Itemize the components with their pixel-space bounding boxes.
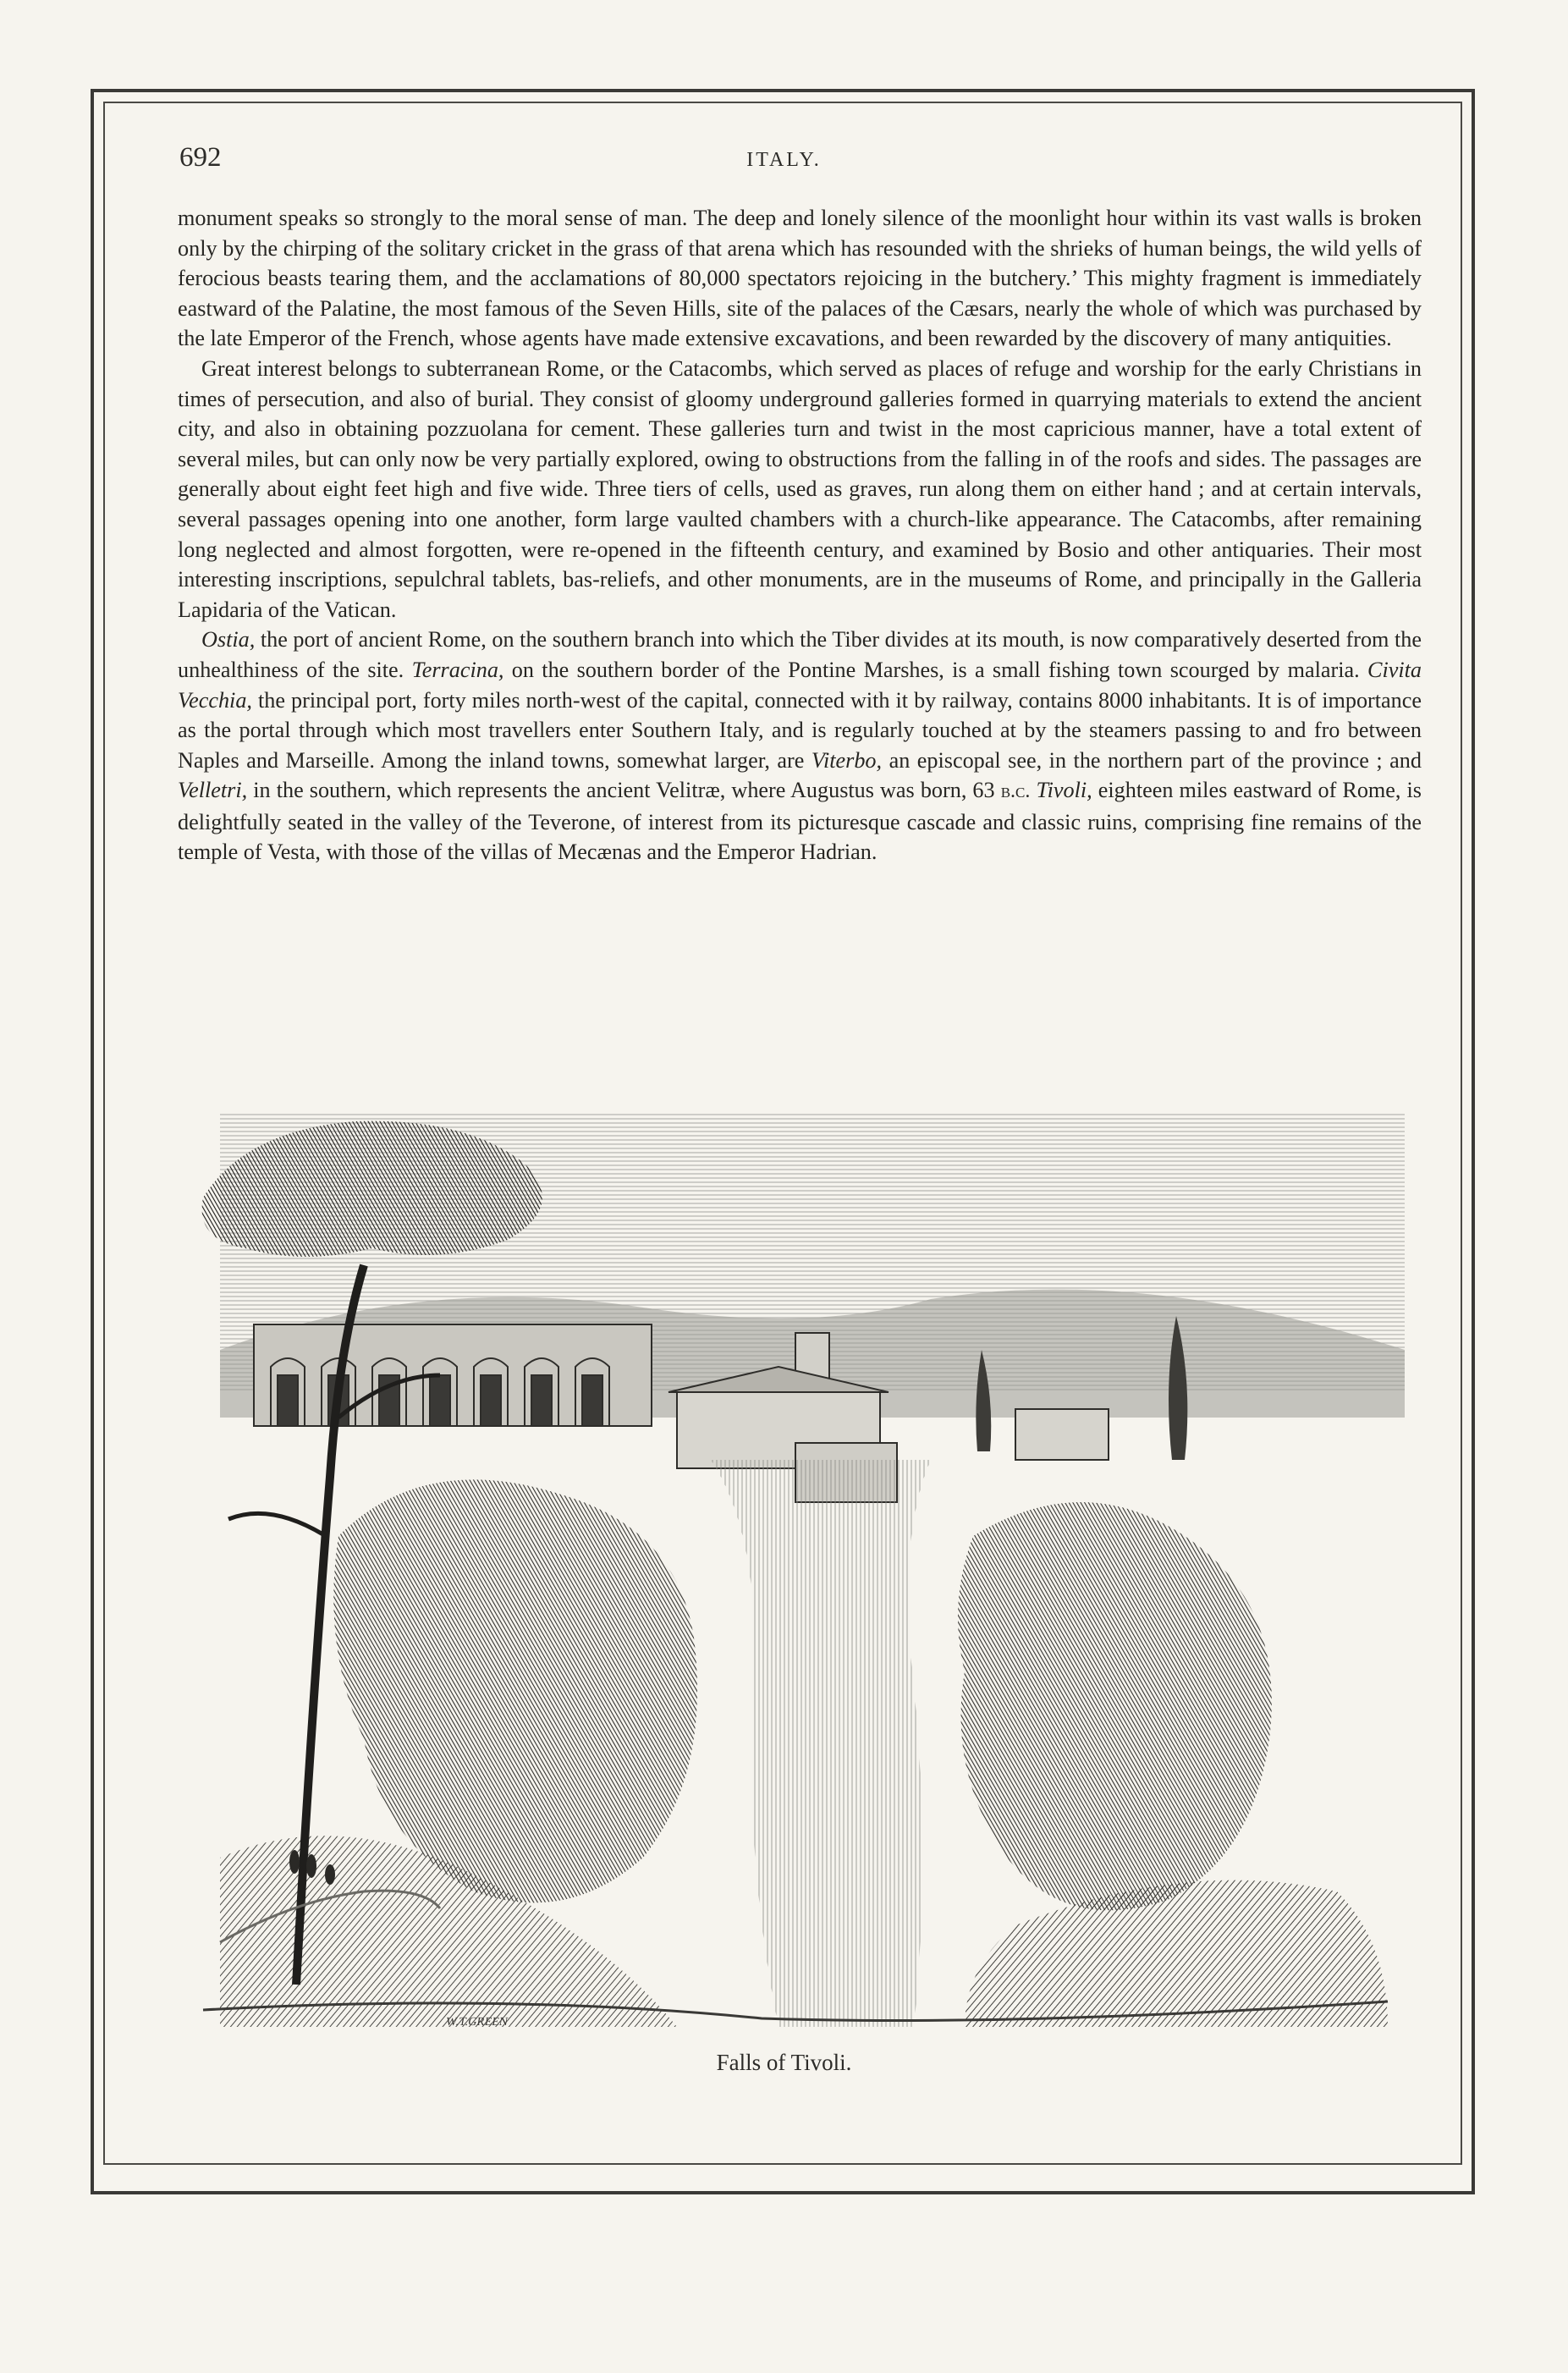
place-civita-vecchia: Civita Vecchia, xyxy=(178,657,1422,713)
paragraph-3 xyxy=(178,625,1422,867)
engraving-illustration xyxy=(169,1096,1413,2048)
place-ostia: Ostia, xyxy=(201,627,256,652)
engraver-signature: W.T.GREEN xyxy=(444,2015,509,2029)
place-terracina: Terracina, xyxy=(411,657,504,682)
body-text xyxy=(178,203,1422,867)
running-title: ITALY. xyxy=(746,149,822,171)
engraving-falls-of-tivoli xyxy=(169,1096,1413,2048)
foliage-right xyxy=(958,1502,1272,1910)
page-number: 692 xyxy=(179,142,222,173)
era-abbrev: b.c. xyxy=(1000,780,1031,803)
place-tivoli: Tivoli, xyxy=(1036,778,1092,803)
place-viterbo: Viterbo, xyxy=(811,747,883,773)
paragraph-2: Great interest belongs to subterranean Rome, or the Catacombs, which served as places of refuge and worship for the early Christians in times of persecution, and also of burial. They consist of gloomy underground galleries formed in quarrying materials to extend the ancient city, and also in obtaining pozzuolana for cement. These galleries turn and twist in the most capricious manner, have a total extent of several miles, but can only now be very partially explored, owing to obstructions from the falling in of the roofs and sides. The passages are generally about eight feet high and five wide. Three tiers of cells, used as graves, run along them on either hand ; and at certain intervals, several passages opening into one another, form large vaulted chambers with a church-like appearance. The Catacombs, after remaining long neglected and almost forgotten, were re-opened in the fifteenth century, and examined by Bosio and other antiquaries. Their most interesting inscriptions, sepulchral tablets, bas-reliefs, and other monuments, are in the museums of Rome, and principally in the Galleria Lapidaria of the Vatican. xyxy=(178,355,1422,622)
waterfall xyxy=(711,1460,931,2027)
text-run: on the southern border of the Pontine Marshes, is a small fishing town scourged by malaria. xyxy=(503,657,1367,682)
figure-caption: Falls of Tivoli. xyxy=(716,2050,852,2075)
text-run: the port of ancient Rome, on the southern branch into which the Tiber divides at its mouth, is now comparatively deserted from the unhealthiness of the site. xyxy=(178,627,1422,682)
foliage-left xyxy=(333,1479,697,1902)
place-velletri: Velletri, xyxy=(178,778,248,803)
ruined-arcade xyxy=(254,1324,652,1426)
text-run: eighteen miles eastward of Rome, is delightfully seated in the valley of the Teverone, of interest from its picturesque cascade and classic ruins, comprising fine remains of the temple of Vesta, with those of the villas of Mecænas and the Emperor Hadrian. xyxy=(178,778,1422,865)
text-run: the principal port, forty miles north-west of the capital, connected with it by railway, contains 8000 inhabitants. It is of importance as the portal through which most travellers enter Southern Italy, and is regularly touched at by the steamers passing to and fro between Naples and Marseille. Among the inland towns, somewhat larger, are xyxy=(178,687,1422,773)
paragraph-1: monument speaks so strongly to the moral sense of man. The deep and lonely silence of the moonlight hour within its vast walls is broken only by the chirping of the solitary cricket in the grass of that arena which has resounded with the shrieks of human beings, the wild yells of ferocious beasts tearing them, and the acclamations of 80,000 spectators rejoicing in the butchery.’ This mighty fragment is immediately eastward of the Palatine, the most famous of the Seven Hills, site of the palaces of the Cæsars, nearly the whole of which was purchased by the late Emperor of the French, whose agents have made extensive excavations, and been rewarded by the discovery of many antiquities. xyxy=(178,206,1422,351)
text-run: in the southern, which represents the ancient Velitræ, where Augustus was born, 63 xyxy=(247,778,1001,803)
text-run: an episcopal see, in the northern part of the province ; and xyxy=(882,747,1422,773)
